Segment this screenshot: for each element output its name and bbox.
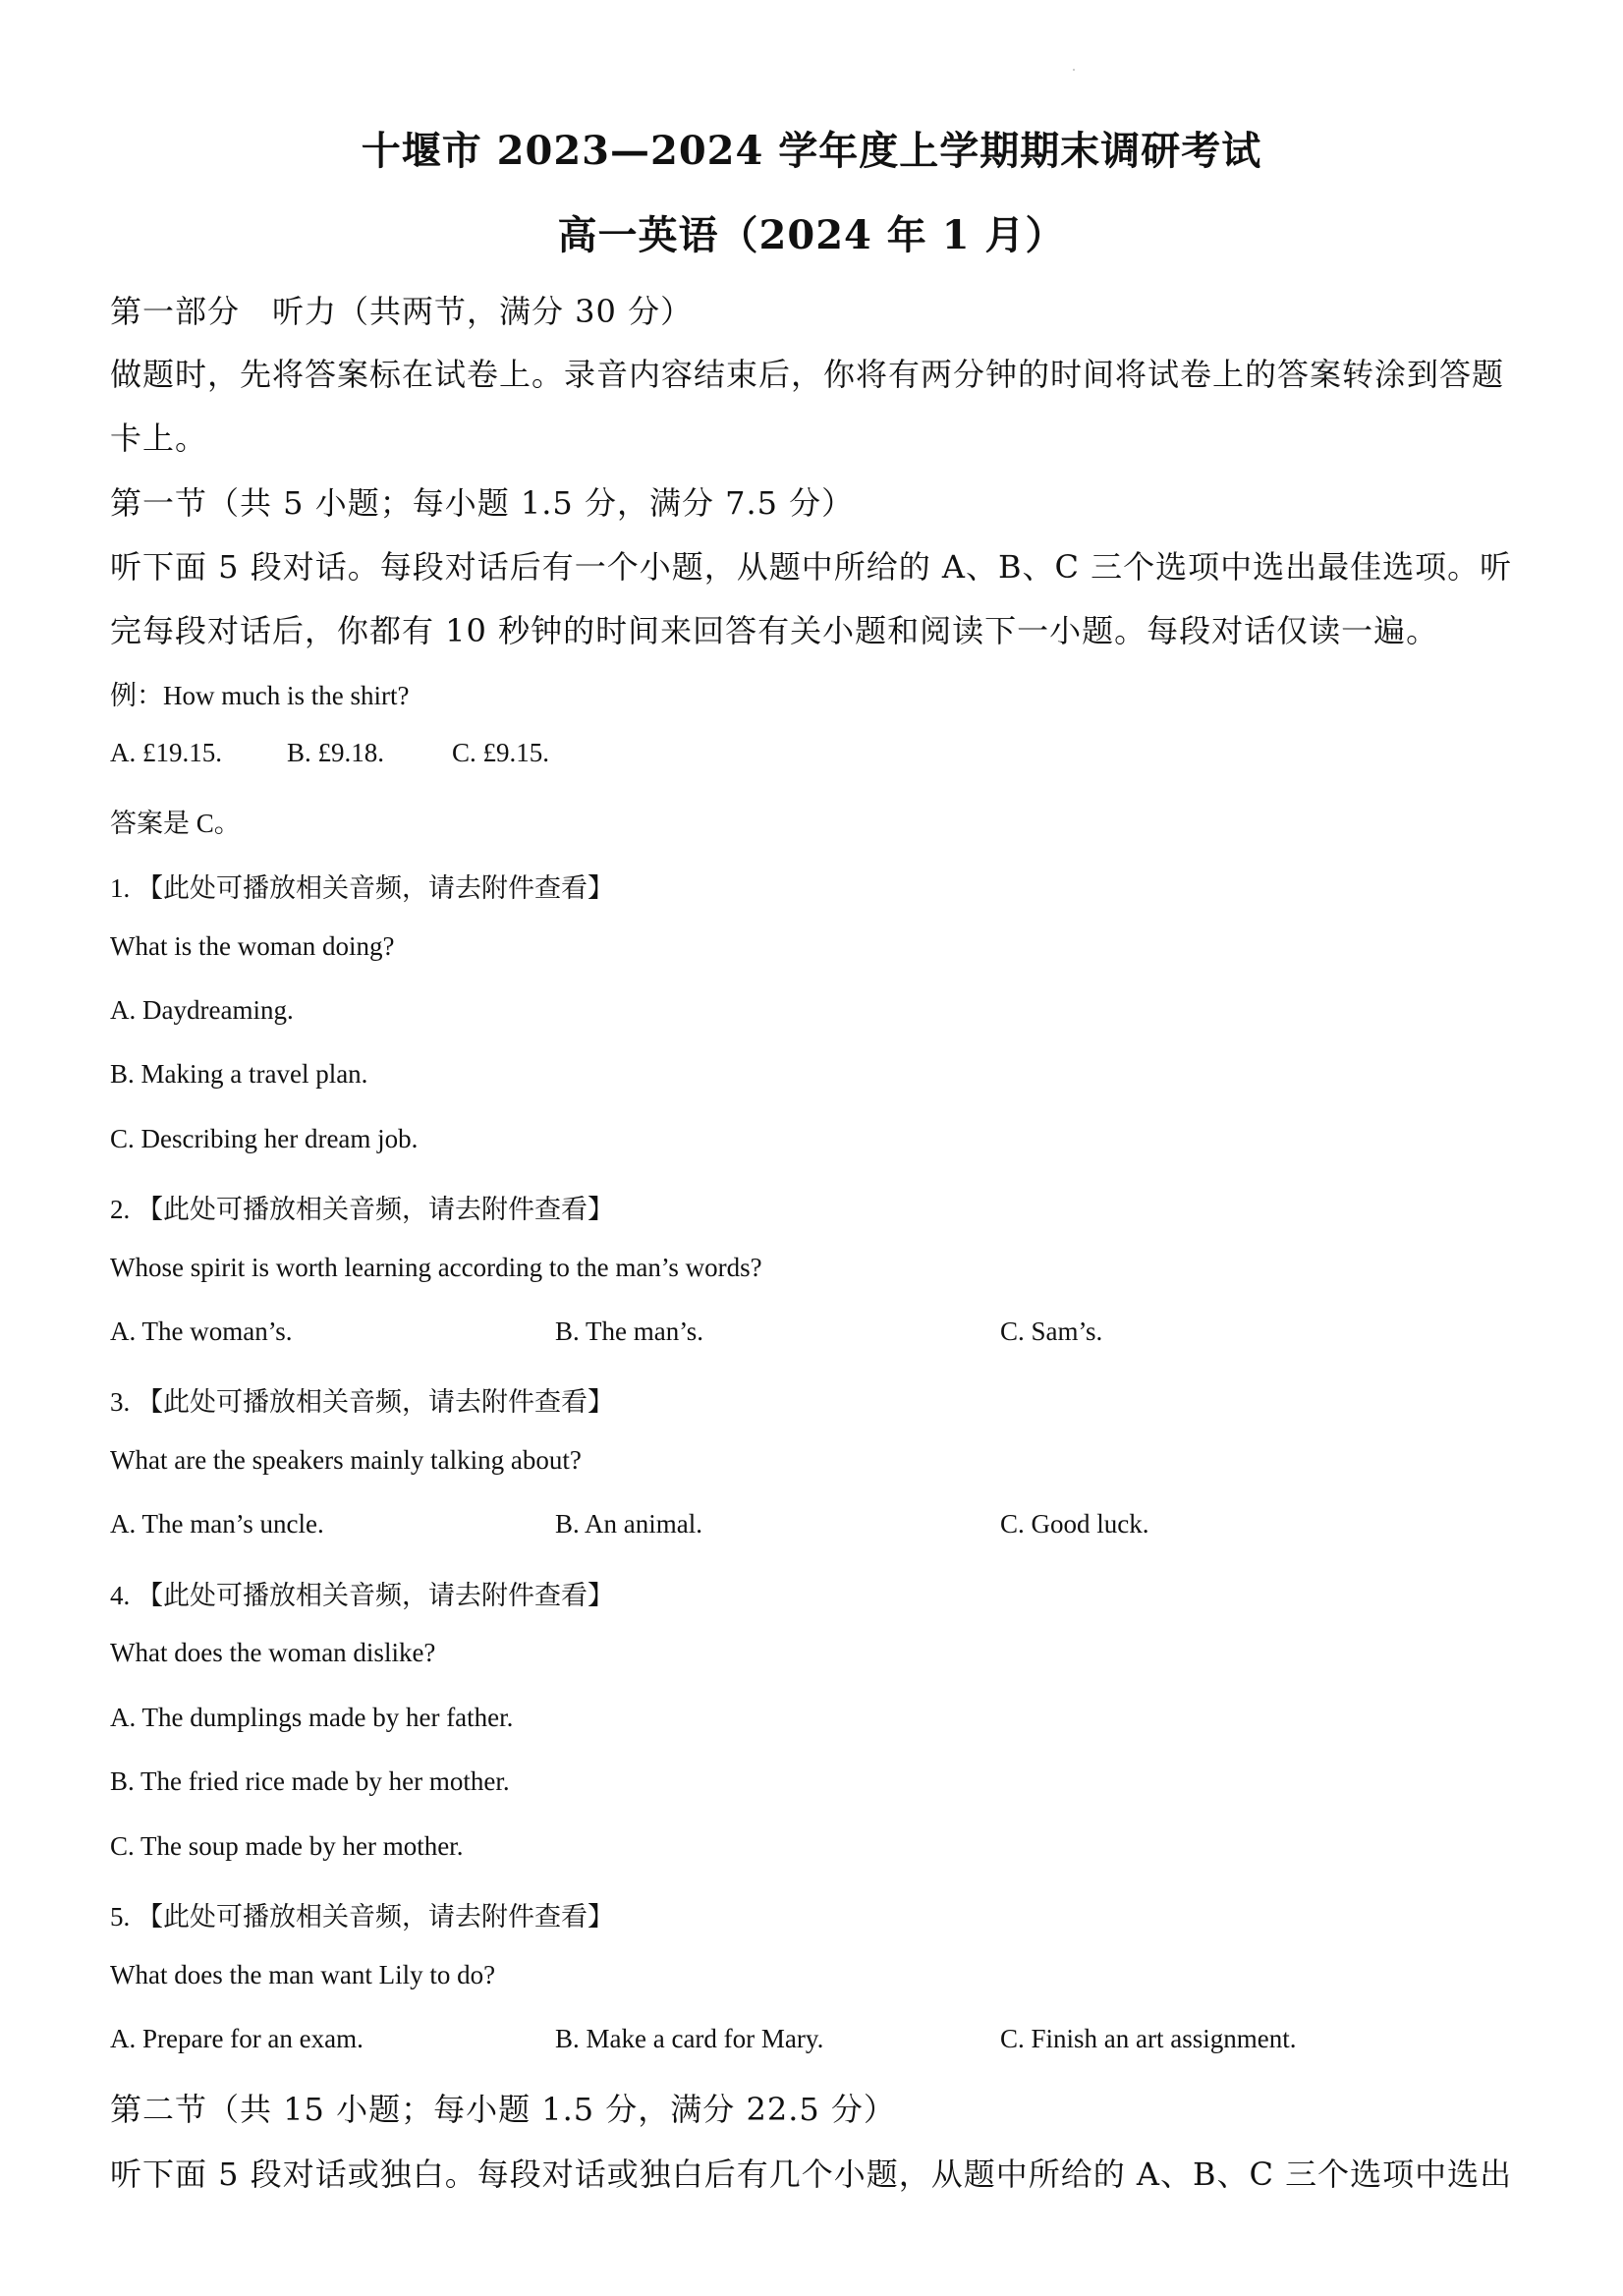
section1-instruction-line2: 完每段对话后，你都有 10 秒钟的时间来回答有关小题和阅读下一小题。每段对话仅读一遍。	[110, 612, 1439, 649]
question-1-option-a: A. Daydreaming.	[110, 995, 294, 1025]
question-3-option-a: A. The man’s uncle.	[110, 1509, 324, 1539]
question-4-option-b: B. The fried rice made by her mother.	[110, 1766, 510, 1796]
question-2-option-c: C. Sam’s.	[1000, 1316, 1103, 1346]
section2-heading: 第二节（共 15 小题；每小题 1.5 分，满分 22.5 分）	[110, 2091, 896, 2128]
question-5-option-c: C. Finish an art assignment.	[1000, 2024, 1297, 2053]
question-5-option-b: B. Make a card for Mary.	[555, 2024, 824, 2053]
scan-speck	[1073, 69, 1075, 71]
example-answer: 答案是 C。	[110, 809, 241, 838]
question-3-audio: 3. 【此处可播放相关音频，请去附件查看】	[110, 1387, 614, 1417]
question-4-option-c: C. The soup made by her mother.	[110, 1831, 464, 1861]
question-2-audio: 2. 【此处可播放相关音频，请去附件查看】	[110, 1195, 614, 1224]
example-question: 例：How much is the shirt?	[110, 681, 410, 710]
exam-title: 十堰市 2023—2024 学年度上学期期末调研考试	[361, 128, 1262, 174]
question-5-option-a: A. Prepare for an exam.	[110, 2024, 364, 2053]
question-1-option-c: C. Describing her dream job.	[110, 1124, 419, 1153]
part1-instruction-line2: 卡上。	[110, 420, 208, 457]
part1-heading: 第一部分 听力（共两节，满分 30 分）	[110, 293, 694, 330]
question-1-audio: 1. 【此处可播放相关音频，请去附件查看】	[110, 873, 614, 903]
question-5-audio: 5. 【此处可播放相关音频，请去附件查看】	[110, 1902, 614, 1932]
example-option-c: C. £9.15.	[452, 738, 550, 767]
section1-instruction-line1: 听下面 5 段对话。每段对话后有一个小题，从题中所给的 A、B、C 三个选项中选出最佳选项。听	[110, 548, 1513, 586]
question-1-option-b: B. Making a travel plan.	[110, 1059, 368, 1089]
question-2-option-a: A. The woman’s.	[110, 1316, 293, 1346]
question-3-option-b: B. An animal.	[555, 1509, 702, 1539]
part1-instruction-line1: 做题时，先将答案标在试卷上。录音内容结束后，你将有两分钟的时间将试卷上的答案转涂到答题	[110, 356, 1505, 393]
question-2-text: Whose spirit is worth learning according to the man’s words?	[110, 1253, 762, 1282]
question-4-option-a: A. The dumplings made by her father.	[110, 1703, 514, 1732]
question-3-option-c: C. Good luck.	[1000, 1509, 1149, 1539]
question-4-text: What does the woman dislike?	[110, 1638, 436, 1667]
example-option-a: A. £19.15.	[110, 738, 222, 767]
question-4-audio: 4. 【此处可播放相关音频，请去附件查看】	[110, 1581, 614, 1610]
section2-instruction-line1: 听下面 5 段对话或独白。每段对话或独白后有几个小题，从题中所给的 A、B、C 三个选项中选出	[110, 2156, 1513, 2193]
question-2-option-b: B. The man’s.	[555, 1316, 703, 1346]
question-3-text: What are the speakers mainly talking about?	[110, 1445, 582, 1475]
question-1-text: What is the woman doing?	[110, 931, 395, 961]
example-option-b: B. £9.18.	[287, 738, 385, 767]
question-5-text: What does the man want Lily to do?	[110, 1960, 496, 1989]
section1-heading: 第一节（共 5 小题；每小题 1.5 分，满分 7.5 分）	[110, 484, 855, 522]
exam-subtitle: 高一英语（2024 年 1 月）	[557, 212, 1066, 258]
